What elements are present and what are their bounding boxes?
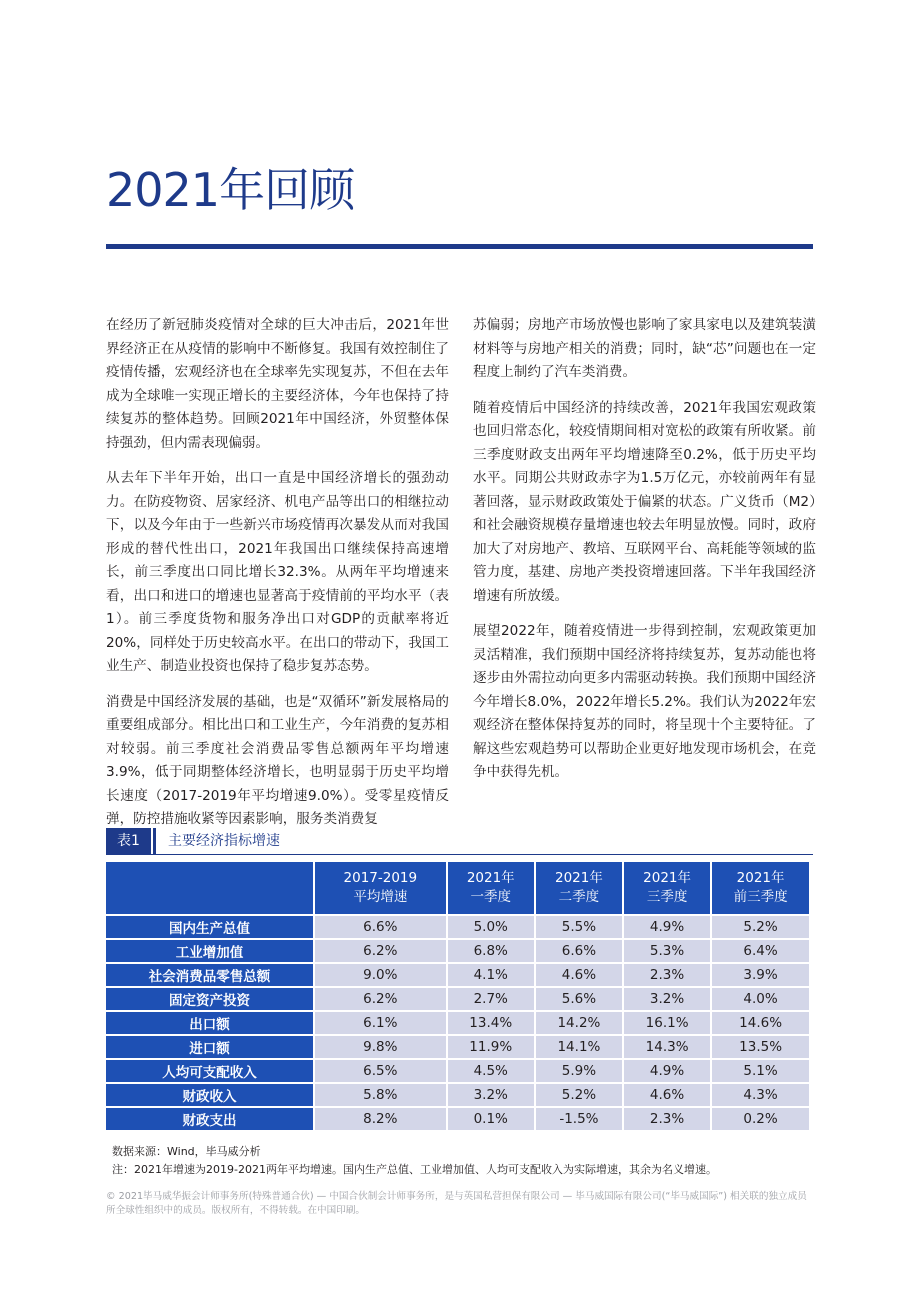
table-row	[106, 1084, 809, 1106]
table-corner-cell	[106, 862, 313, 914]
row-label: 固定资产投资	[106, 988, 313, 1010]
table-cell: 6.6%	[536, 940, 622, 962]
table-note: 注：2021年增速为2019-2021两年平均增速。国内生产总值、工业增加值、人均可支配收入为实际增速，其余为名义增速。	[112, 1163, 717, 1176]
column-header: 2021年 三季度	[624, 862, 710, 914]
table-cell: 6.5%	[315, 1060, 446, 1082]
table-tag-bar	[153, 828, 156, 854]
table-row	[106, 988, 809, 1010]
table-row	[106, 1012, 809, 1034]
paragraph: 在经历了新冠肺炎疫情对全球的巨大冲击后，2021年世界经济正在从疫情的影响中不断修复。我国有效控制住了疫情传播，宏观经济也在全球率先实现复苏，不但在去年成为全球唯一实现正增长的主要经济体，今年也保持了持续复苏的整体趋势。回顾2021年中国经济，外贸整体保持强劲，但内需表现偏弱。	[106, 317, 449, 451]
table-row	[106, 1060, 809, 1082]
body-column-right	[473, 314, 816, 797]
table-row	[106, 1036, 809, 1058]
column-header: 2021年 二季度	[536, 862, 622, 914]
table-heading-rule	[106, 854, 813, 855]
table-cell: 4.1%	[448, 964, 534, 986]
table-cell: 2.3%	[624, 964, 710, 986]
table-cell: 3.9%	[712, 964, 809, 986]
table-cell: 4.9%	[624, 916, 710, 938]
column-header: 2017-2019 平均增速	[315, 862, 446, 914]
table-row	[106, 916, 809, 938]
table-source: 数据来源：Wind，毕马威分析	[112, 1145, 261, 1158]
table-row	[106, 940, 809, 962]
table-row	[106, 1108, 809, 1130]
table-cell: 0.1%	[448, 1108, 534, 1130]
table-header-row	[106, 862, 809, 914]
table-cell: 5.9%	[536, 1060, 622, 1082]
row-label: 出口额	[106, 1012, 313, 1034]
row-label: 国内生产总值	[106, 916, 313, 938]
table-cell: 2.3%	[624, 1108, 710, 1130]
table-cell: 3.2%	[624, 988, 710, 1010]
table-title: 主要经济指标增速	[168, 833, 280, 849]
table-number-tag: 表1	[106, 828, 151, 854]
table-cell: 16.1%	[624, 1012, 710, 1034]
row-label: 财政收入	[106, 1084, 313, 1106]
table-row	[106, 964, 809, 986]
table-cell: 4.3%	[712, 1084, 809, 1106]
table-cell: 8.2%	[315, 1108, 446, 1130]
title-divider	[106, 244, 813, 249]
body-column-left	[106, 314, 449, 844]
column-header: 2021年 前三季度	[712, 862, 809, 914]
table-cell: 6.8%	[448, 940, 534, 962]
table-cell: 5.6%	[536, 988, 622, 1010]
table-cell: 4.5%	[448, 1060, 534, 1082]
table-cell: 14.3%	[624, 1036, 710, 1058]
table-cell: 5.2%	[712, 916, 809, 938]
copyright-footer: © 2021毕马威华振会计师事务所(特殊普通合伙) — 中国合伙制会计师事务所，是与英国私营担保有限公司 — 毕马威国际有限公司(“毕马威国际”) 相关联的独立成员所全球性组织中的成员。版权所有，不得转载。在中国印刷。	[106, 1191, 807, 1216]
table-cell: 14.2%	[536, 1012, 622, 1034]
table-cell: 6.2%	[315, 988, 446, 1010]
indicator-table	[104, 860, 811, 1132]
table-cell: 5.2%	[536, 1084, 622, 1106]
table-cell: 5.1%	[712, 1060, 809, 1082]
page-title: 2021年回顾	[106, 163, 355, 217]
paragraph: 从去年下半年开始，出口一直是中国经济增长的强劲动力。在防疫物资、居家经济、机电产品等出口的相继拉动下，以及今年由于一些新兴市场疫情再次暴发从而对我国形成的替代性出口，2021年我国出口继续保持高速增长，前三季度出口同比增长32.3%。从两年平均增速来看，出口和进口的增速也显著高于疫情前的平均水平（表1）。前三季度货物和服务净出口对GDP的贡献率将近20%，同样处于历史较高水平。在出口的带动下，我国工业生产、制造业投资也保持了稳步复苏态势。	[106, 470, 449, 674]
table-cell: 3.2%	[448, 1084, 534, 1106]
paragraph: 消费是中国经济发展的基础，也是“双循环”新发展格局的重要组成部分。相比出口和工业生产，今年消费的复苏相对较弱。前三季度社会消费品零售总额两年平均增速3.9%，低于同期整体经济增长，也明显弱于历史平均增长速度（2017-2019年平均增速9.0%）。受零星疫情反弹，防控措施收紧等因素影响，服务类消费复	[106, 693, 449, 827]
table-cell: 5.8%	[315, 1084, 446, 1106]
table-cell: 4.6%	[536, 964, 622, 986]
table-cell: 11.9%	[448, 1036, 534, 1058]
table-cell: 6.1%	[315, 1012, 446, 1034]
row-label: 人均可支配收入	[106, 1060, 313, 1082]
table-cell: 0.2%	[712, 1108, 809, 1130]
paragraph: 展望2022年，随着疫情进一步得到控制，宏观政策更加灵活精准，我们预期中国经济将持续复苏，复苏动能也将逐步由外需拉动向更多内需驱动转换。我们预期中国经济今年增长8.0%，2022年增长5.2%。我们认为2022年宏观经济在整体保持复苏的同时，将呈现十个主要特征。了解这些宏观趋势可以帮助企业更好地发现市场机会，在竞争中获得先机。	[473, 623, 816, 780]
table-cell: 5.3%	[624, 940, 710, 962]
table-cell: 6.6%	[315, 916, 446, 938]
table-cell: 5.5%	[536, 916, 622, 938]
table-heading	[106, 828, 813, 854]
table-cell: 4.0%	[712, 988, 809, 1010]
table-cell: 6.2%	[315, 940, 446, 962]
row-label: 财政支出	[106, 1108, 313, 1130]
table-cell: 13.4%	[448, 1012, 534, 1034]
table-cell: 9.8%	[315, 1036, 446, 1058]
table-cell: 4.6%	[624, 1084, 710, 1106]
table-cell: 2.7%	[448, 988, 534, 1010]
row-label: 工业增加值	[106, 940, 313, 962]
table-cell: 14.1%	[536, 1036, 622, 1058]
row-label: 进口额	[106, 1036, 313, 1058]
table-body	[106, 916, 809, 1130]
row-label: 社会消费品零售总额	[106, 964, 313, 986]
table-cell: -1.5%	[536, 1108, 622, 1130]
column-header: 2021年 一季度	[448, 862, 534, 914]
table-cell: 13.5%	[712, 1036, 809, 1058]
paragraph: 苏偏弱；房地产市场放慢也影响了家具家电以及建筑装潢材料等与房地产相关的消费；同时，缺“芯”问题也在一定程度上制约了汽车类消费。	[473, 317, 816, 380]
table-cell: 9.0%	[315, 964, 446, 986]
table-cell: 5.0%	[448, 916, 534, 938]
table-cell: 4.9%	[624, 1060, 710, 1082]
paragraph: 随着疫情后中国经济的持续改善，2021年我国宏观政策也回归常态化，较疫情期间相对宽松的政策有所收紧。前三季度财政支出两年平均增速降至0.2%，低于历史平均水平。同期公共财政赤字为1.5万亿元，亦较前两年有显著回落，显示财政政策处于偏紧的状态。广义货币（M2）和社会融资规模存量增速也较去年明显放慢。同时，政府加大了对房地产、教培、互联网平台、高耗能等领域的监管力度，基建、房地产类投资增速回落。下半年我国经济增速有所放缓。	[473, 399, 816, 604]
table-cell: 6.4%	[712, 940, 809, 962]
table-cell: 14.6%	[712, 1012, 809, 1034]
